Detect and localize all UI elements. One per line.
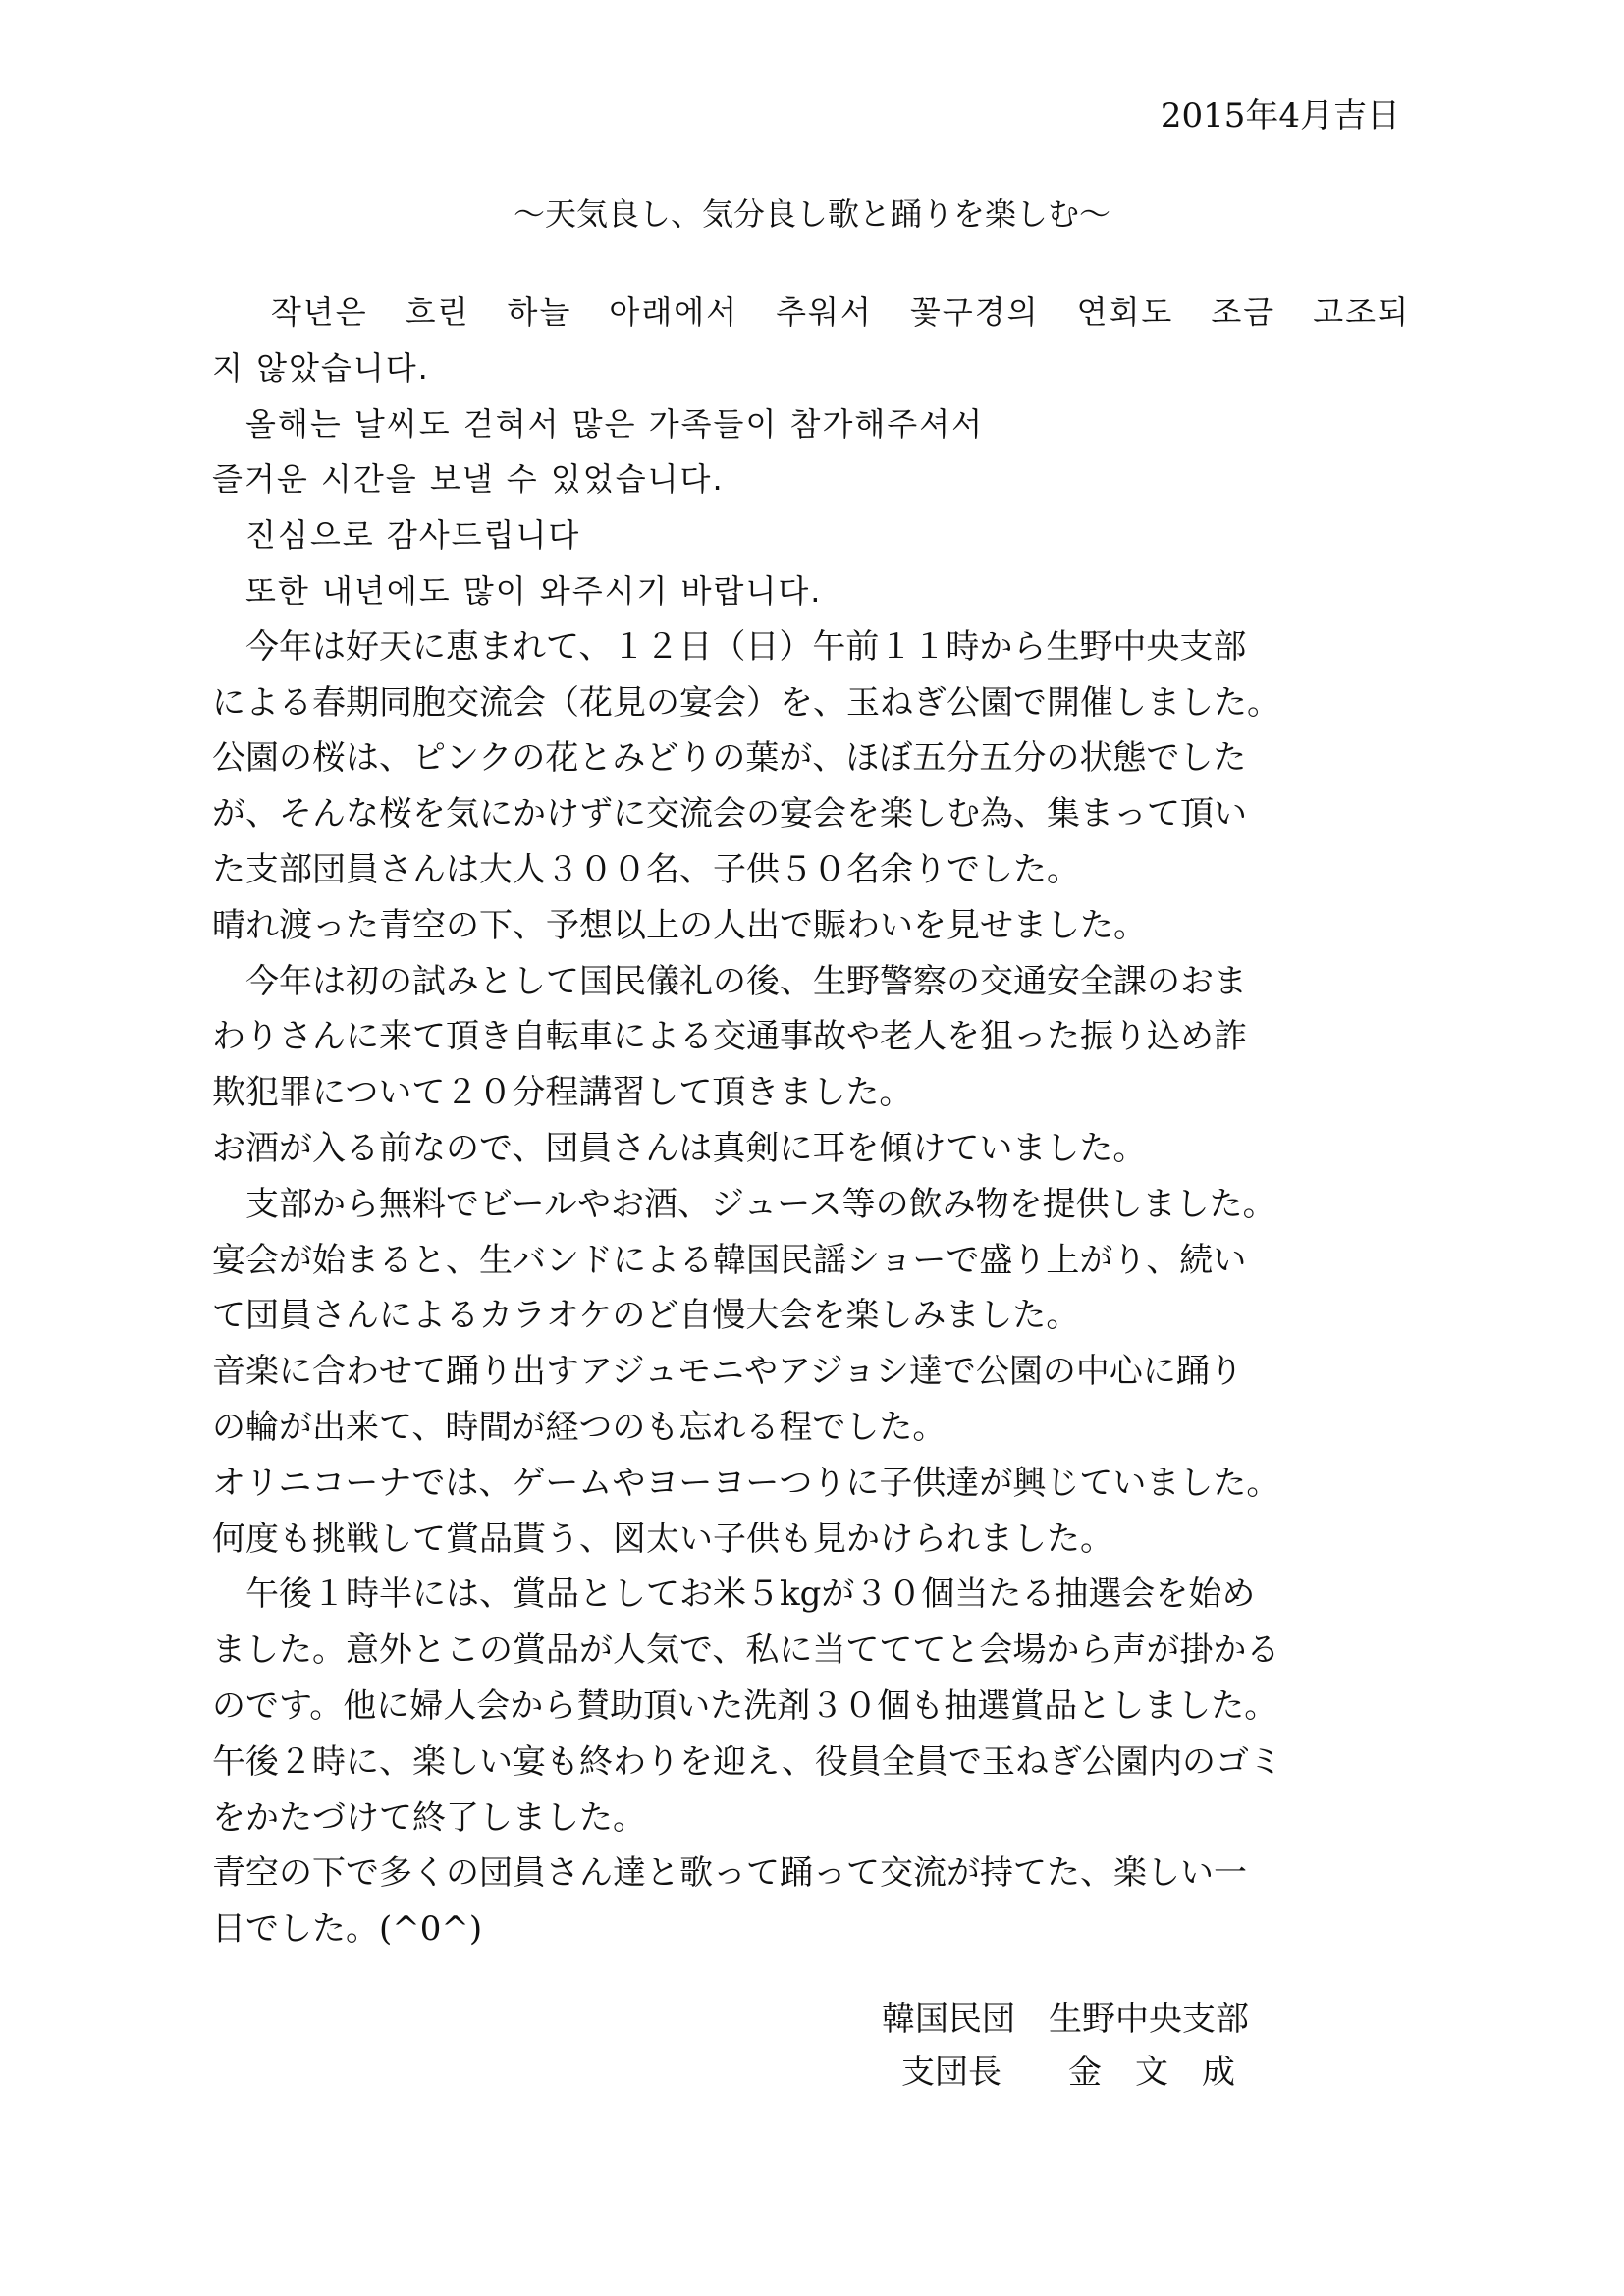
japanese-line: 音楽に合わせて踊り出すアジュモニやアジョシ達で公園の中心に踊り xyxy=(212,1352,1243,1392)
japanese-line: のです。他に婦人会から賛助頂いた洗剤３０個も抽選賞品としました。 xyxy=(212,1685,1278,1726)
document-title: ～天気良し、気分良し歌と踊りを楽しむ～ xyxy=(513,195,1110,233)
korean-line: 지 않았습니다. xyxy=(212,348,430,387)
japanese-line: による春期同胞交流会（花見の宴会）を、玉ねぎ公園で開催しました。 xyxy=(212,682,1280,722)
japanese-line: をかたづけて終了しました。 xyxy=(212,1797,646,1838)
japanese-line: わりさんに来て頂き自転車による交通事故や老人を狙った振り込め詐 xyxy=(212,1017,1247,1057)
japanese-line: 晴れ渡った青空の下、予想以上の人出で賑わいを見せました。 xyxy=(212,905,1147,945)
japanese-line: 公園の桜は、ピンクの花とみどりの葉が、ほぼ五分五分の状態でした xyxy=(212,738,1247,778)
japanese-line: 今年は初の試みとして国民儀礼の後、生野警察の交通安全課のおま xyxy=(212,961,1247,1001)
japanese-line: た支部団員さんは大人３００名、子供５０名余りでした。 xyxy=(212,849,1080,889)
japanese-line: 支部から無料でビールやお酒、ジュース等の飲み物を提供しました。 xyxy=(212,1184,1276,1224)
japanese-line: 日でした。(^0^) xyxy=(212,1909,483,1949)
japanese-line: 青空の下で多くの団員さん達と歌って踊って交流が持てた、楽しい一 xyxy=(212,1853,1247,1894)
japanese-line: オリニコーナでは、ゲームやヨーヨーつりに子供達が興じていました。 xyxy=(212,1463,1280,1503)
document-body xyxy=(212,285,1410,1957)
japanese-line: 午後１時半には、賞品としてお米５kgが３０個当たる抽選会を始め xyxy=(212,1575,1256,1615)
korean-line: 또한 내년에도 많이 와주시기 바랍니다. xyxy=(212,571,823,610)
japanese-line: ました。意外とこの賞品が人気で、私に当てててと会場から声が掛かる xyxy=(212,1630,1280,1671)
japanese-line: 欺犯罪について２０分程講習して頂きました。 xyxy=(212,1073,913,1113)
korean-line: 올해는 날씨도 걷혀서 많은 가족들이 참가해주셔서 xyxy=(212,404,985,443)
japanese-line: の輪が出来て、時間が経つのも忘れる程でした。 xyxy=(212,1407,947,1447)
japanese-line: 宴会が始まると、生バンドによる韓国民謡ショーで盛り上がり、続い xyxy=(212,1240,1247,1280)
japanese-line: 午後２時に、楽しい宴も終わりを迎え、役員全員で玉ねぎ公園内のゴミ xyxy=(212,1741,1283,1782)
signature-block xyxy=(882,1993,1314,2099)
korean-line: 진심으로 감사드립니다 xyxy=(212,516,581,555)
signature-name: 支団長 金 文 成 xyxy=(901,2053,1235,2092)
japanese-line: 今年は好天に恵まれて、１２日（日）午前１１時から生野中央支部 xyxy=(212,626,1247,667)
japanese-line: て団員さんによるカラオケのど自慢大会を楽しみました。 xyxy=(212,1296,1080,1336)
japanese-line: お酒が入る前なので、団員さんは真剣に耳を傾けていました。 xyxy=(212,1128,1147,1168)
japanese-line: 何度も挑戦して賞品貰う、図太い子供も見かけられました。 xyxy=(212,1519,1113,1559)
korean-line: 작년은 흐린 하늘 아래에서 추워서 꽃구경의 연회도 조금 고조되 xyxy=(212,294,1410,331)
document-date: 2015年4月吉日 xyxy=(1160,96,1400,135)
japanese-line: が、そんな桜を気にかけずに交流会の宴会を楽しむ為、集まって頂い xyxy=(212,794,1247,834)
signature-organization: 韓国民団 生野中央支部 xyxy=(882,2000,1249,2039)
korean-line: 즐거운 시간을 보낼 수 있었습니다. xyxy=(212,460,725,499)
